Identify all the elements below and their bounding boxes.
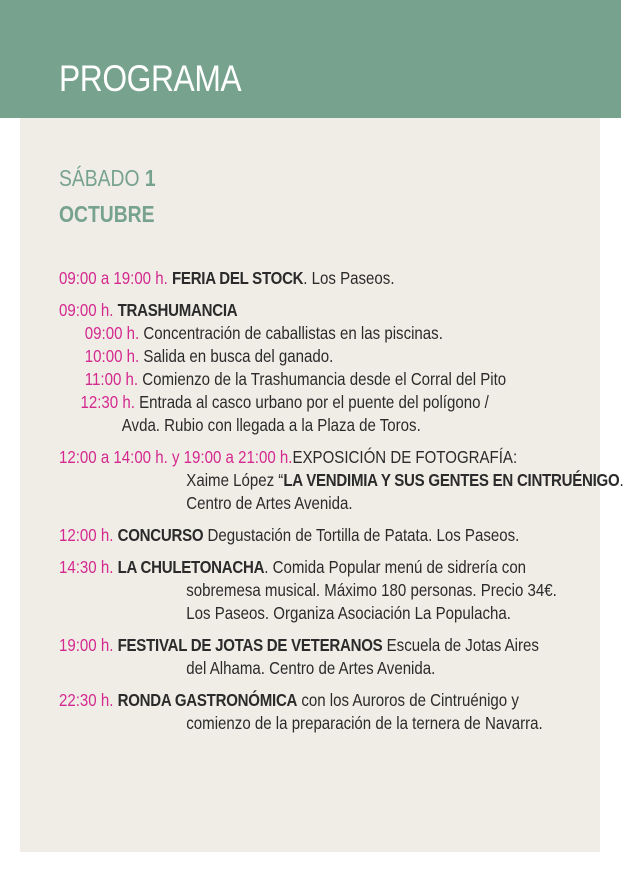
sub-event <box>59 391 541 437</box>
event-text: Los Paseos. Organiza Asociación La Populacha. <box>186 603 511 623</box>
event-time: 09:00 h. <box>59 300 114 320</box>
event-text: sobremesa musical. Máximo 180 personas. Precio 34€. <box>186 580 557 600</box>
event-item <box>59 556 557 625</box>
exhibition-title: LA VENDIMIA Y SUS GENTES EN CINTRUÉNIGO <box>283 470 620 490</box>
sub-event-time: 12:30 h. <box>80 392 135 412</box>
event-time: 12:00 h. <box>59 525 114 545</box>
event-item <box>59 446 624 515</box>
sub-event-time: 11:00 h. <box>84 369 139 389</box>
event-time: 19:00 h. <box>59 635 114 655</box>
sub-event-time: 10:00 h. <box>84 346 140 366</box>
event-text: del Alhama. Centro de Artes Avenida. <box>186 658 436 678</box>
sub-event-continuation: Avda. Rubio con llegada a la Plaza de Toros. <box>121 415 421 435</box>
event-title: FERIA DEL STOCK <box>171 268 304 288</box>
event-text: Xaime López “ <box>186 470 284 490</box>
event-item <box>59 634 541 680</box>
event-location: Centro de Artes Avenida. <box>186 493 353 513</box>
day-heading <box>59 160 156 232</box>
sub-event-text: Concentración de caballistas en las piscinas. <box>143 323 443 343</box>
month: OCTUBRE <box>59 201 155 227</box>
event-text: comienzo de la preparación de la ternera de Navarra. <box>186 713 543 733</box>
event-item <box>59 689 541 735</box>
weekday: SÁBADO <box>59 165 140 191</box>
event-time: 12:00 a 14:00 h. y 19:00 a 21:00 h. <box>59 447 293 467</box>
event-text: . Comida Popular menú de sidrería con <box>264 557 527 577</box>
event-text: . <box>619 470 624 490</box>
event-time: 14:30 h. <box>59 557 114 577</box>
event-title: EXPOSICIÓN DE FOTOGRAFÍA: <box>292 447 518 467</box>
event-time: 22:30 h. <box>59 690 114 710</box>
event-title: TRASHUMANCIA <box>117 300 238 320</box>
event-title: FESTIVAL DE JOTAS DE VETERANOS <box>117 635 383 655</box>
event-text: con los Auroros de Cintruénigo y <box>297 690 519 710</box>
event-list <box>59 267 624 744</box>
event-item <box>59 299 541 437</box>
sub-event <box>59 345 541 368</box>
event-item <box>59 267 541 290</box>
event-title: CONCURSO <box>117 525 204 545</box>
event-time: 09:00 a 19:00 h. <box>59 268 168 288</box>
event-title: LA CHULETONACHA <box>117 557 265 577</box>
page-title: PROGRAMA <box>59 58 242 99</box>
event-item <box>59 524 541 547</box>
sub-event-time: 09:00 h. <box>84 323 140 343</box>
sub-event <box>59 322 541 345</box>
event-text: Degustación de Tortilla de Patata. Los Paseos. <box>203 525 520 545</box>
sub-event-text: Salida en busca del ganado. <box>143 346 334 366</box>
sub-event-text: Entrada al casco urbano por el puente del polígono / <box>139 392 489 412</box>
sub-event <box>59 368 541 391</box>
sub-event-text: Comienzo de la Trashumancia desde el Corral del Pito <box>142 369 507 389</box>
event-title: RONDA GASTRONÓMICA <box>117 690 298 710</box>
header-band <box>0 0 621 118</box>
event-text: . Los Paseos. <box>303 268 395 288</box>
day-number: 1 <box>144 165 156 191</box>
event-text: Escuela de Jotas Aires <box>382 635 539 655</box>
